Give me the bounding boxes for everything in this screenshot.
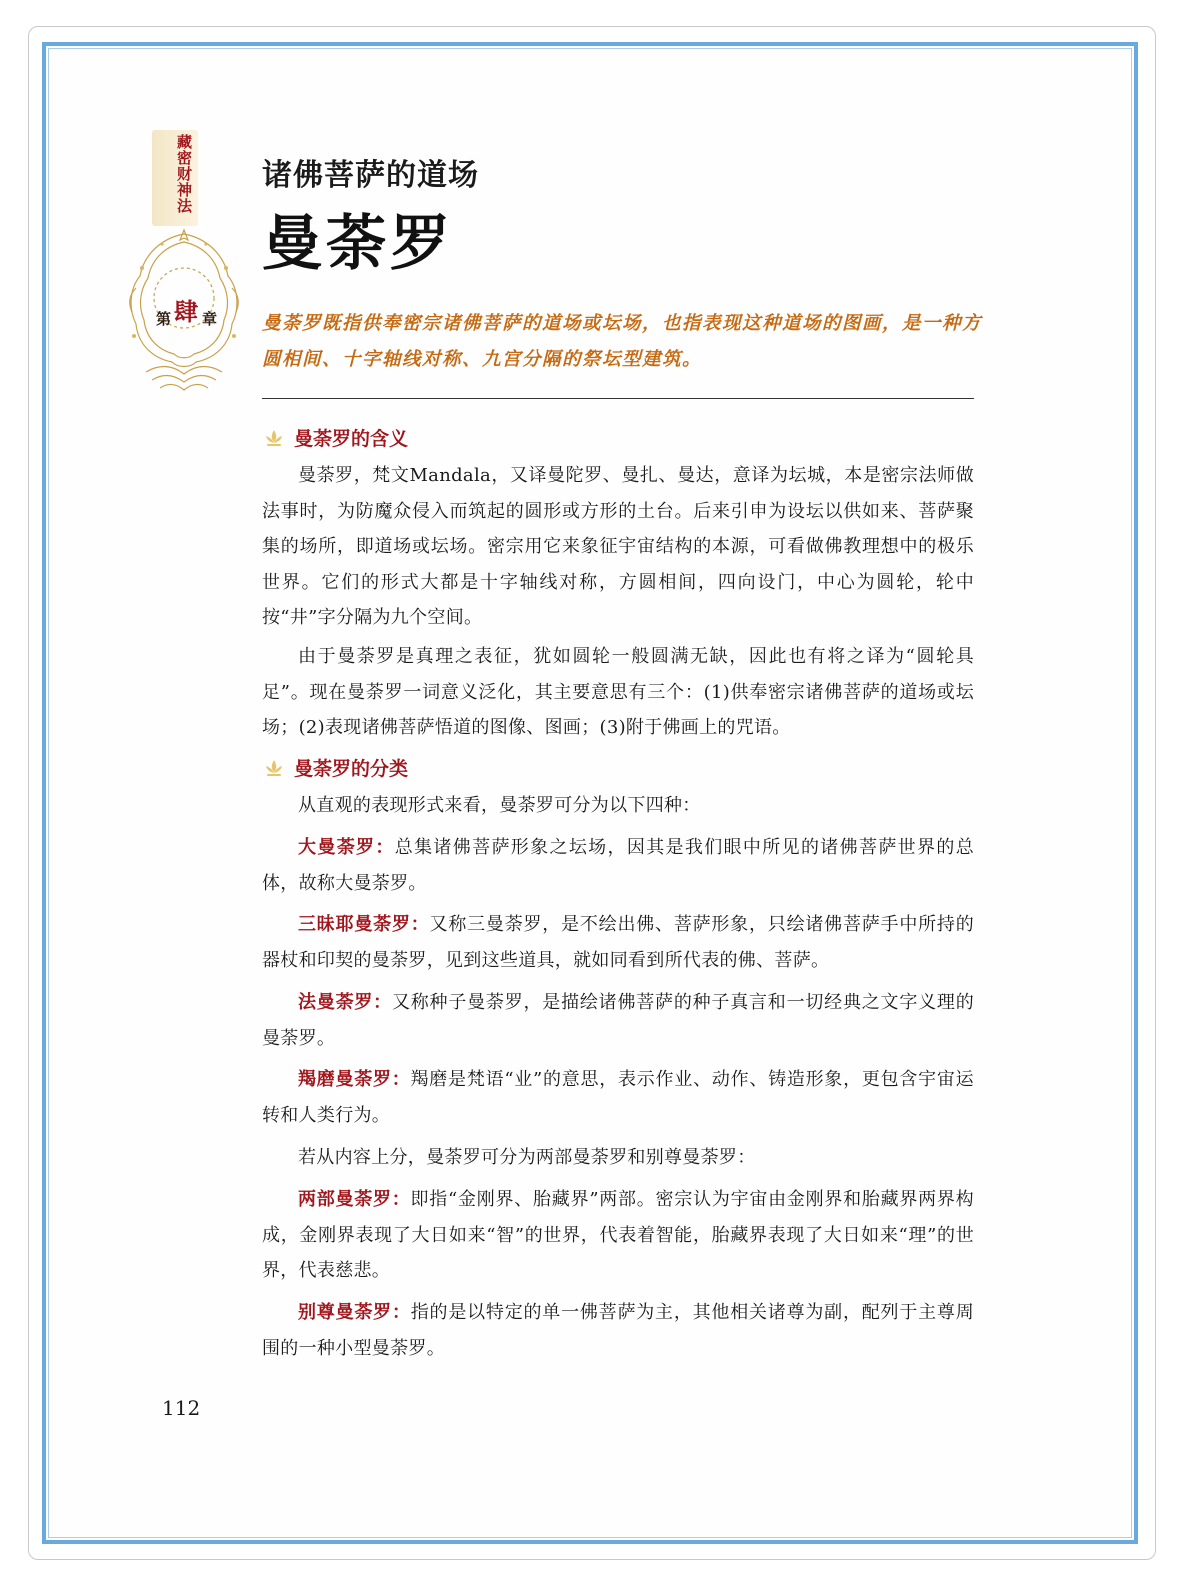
term-text: 羯磨是梵语“业”的意思，表示作业、动作、铸造形象，更包含宇宙运转和人类行为。: [262, 1069, 974, 1126]
list-item: [262, 1182, 974, 1289]
paragraph-meaning-1: 曼荼罗，梵文Mandala，又译曼陀罗、曼扎、曼达，意译为坛城，本是密宗法师做法事时，为防魔众侵入而筑起的圆形或方形的土台。后来引申为设坛以供如来、菩萨聚集的场所，即道场或坛场。密宗用它来象征宇宙结构的本源，可看做佛教理想中的极乐世界。它们的形式大都是十字轴线对称，方圆相间，四向设门，中心为圆轮，轮中按“井”字分隔为九个空间。: [262, 465, 974, 628]
term-text: 指的是以特定的单一佛菩萨为主，其他相关诸尊为副，配列于主尊周围的一种小型曼荼罗。: [262, 1302, 974, 1359]
section-heading-meaning: [262, 424, 408, 451]
paragraph-lead-2: 若从内容上分，曼荼罗可分为两部曼荼罗和别尊曼荼罗：: [298, 1147, 756, 1168]
chapter-number: 肆: [174, 298, 198, 326]
term-label: 三昧耶曼荼罗：: [298, 914, 430, 935]
term-label: 大曼荼罗：: [298, 837, 395, 858]
term-label: 法曼荼罗：: [298, 992, 392, 1013]
term-text: 又称种子曼荼罗，是描绘诸佛菩萨的种子真言和一切经典之文字义理的曼荼罗。: [262, 992, 975, 1049]
term-label: 羯磨曼荼罗：: [298, 1069, 411, 1090]
term-label: 两部曼荼罗：: [298, 1189, 411, 1210]
list-item: [262, 985, 974, 1056]
lotus-icon: [262, 758, 286, 778]
list-item: [262, 1062, 974, 1133]
book-title: 藏密财神法: [175, 134, 193, 214]
lotus-icon: [262, 428, 286, 448]
section-heading-text: 曼荼罗的分类: [294, 758, 409, 780]
page-subtitle: 诸佛菩萨的道场: [262, 158, 479, 193]
term-text: 总集诸佛菩萨形象之坛场，因其是我们眼中所见的诸佛菩萨世界的总体，故称大曼荼罗。: [262, 837, 975, 894]
term-text: 即指“金刚界、胎藏界”两部。密宗认为宇宙由金刚界和胎藏界两界构成，金刚界表现了大日如来“智”的世界，代表着智能，胎藏界表现了大日如来“理”的世界，代表慈悲。: [262, 1189, 974, 1281]
list-item: [262, 1295, 974, 1366]
paragraph-meaning-2: 由于曼荼罗是真理之表征，犹如圆轮一般圆满无缺，因此也有将之译为“圆轮具足”。现在曼荼罗一词意义泛化，其主要意思有三个：(1)供奉密宗诸佛菩萨的道场或坛场；(2)表现诸佛菩萨悟道的图像、图画；(3)附于佛画上的咒语。: [262, 646, 974, 738]
page-title: 曼荼罗: [262, 209, 454, 279]
chapter-suffix: 章: [202, 310, 218, 328]
intro-paragraph: 曼荼罗既指供奉密宗诸佛菩萨的道场或坛场，也指表现这种道场的图画，是一种方圆相间、十字轴线对称、九宫分隔的祭坛型建筑。: [262, 313, 983, 370]
term-label: 别尊曼荼罗：: [298, 1302, 411, 1323]
page-number: 112: [162, 1396, 201, 1420]
term-text: 又称三曼荼罗，是不绘出佛、菩萨形象，只绘诸佛菩萨手中所持的器杖和印契的曼荼罗，见到这些道具，就如同看到所代表的佛、菩萨。: [262, 914, 974, 971]
chapter-prefix: 第: [156, 310, 172, 328]
paragraph-lead-1: 从直观的表现形式来看，曼荼罗可分为以下四种：: [298, 795, 701, 816]
section-heading-text: 曼荼罗的含义: [294, 428, 409, 450]
list-item: [262, 830, 974, 901]
divider: [262, 398, 974, 399]
section-heading-classification: [262, 754, 408, 781]
list-item: [262, 907, 974, 978]
